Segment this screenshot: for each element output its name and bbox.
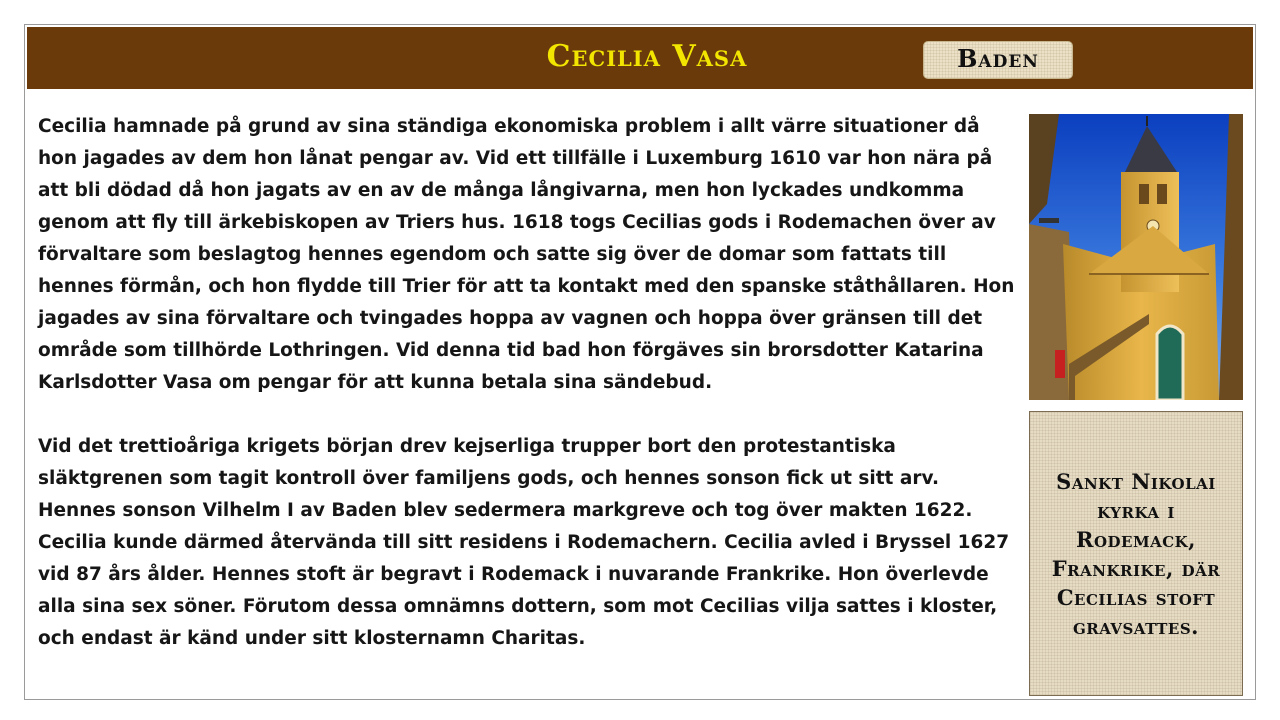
paragraph-2: Vid det trettioåriga krigets början drev kejserliga trupper bort den protestantiska släktgrenen som tagit kontroll över familjens gods, och hennes sonson fick ut sitt arv. Hennes sonson Vilhelm I av Baden blev sedermera markgreve och tog över makten 1622. Cecilia kunde därmed återvända till sitt residens i Rodemachern. Cecilia avled i Bryssel 1627 vid 87 års ålder. Hennes stoft är begravt i Rodemack i nuvarande Frankrike. Hon överlevde alla sina sex söner. Förutom dessa omnämns dottern, som mot Cecilias vilja sattes i kloster, och endast är känd under sitt klosternamn Charitas. (38, 436, 1010, 649)
caption-text: Sankt Nikolai kyrka i Rodemack, Frankrike, där Cecilias stoft gravsattes. (1051, 468, 1221, 639)
baden-badge[interactable]: Baden (923, 41, 1073, 79)
slide (24, 24, 1256, 700)
header-bar (27, 27, 1253, 89)
photo-caption (1029, 411, 1243, 696)
page-title: Cecilia Vasa (546, 39, 748, 74)
church-photo (1029, 114, 1243, 400)
paragraph-1: Cecilia hamnade på grund av sina ständiga ekonomiska problem i allt värre situationer då hon jagades av dem hon lånat pengar av. Vid ett tillfälle i Luxemburg 1610 var hon nära på att bli dödad då hon jagats av en av de många långivarna, men hon lyckades undkomma genom att fly till ärkebiskopen av Triers hus. 1618 togs Cecilias gods i Rodemachen över av förvaltare som beslagtog hennes egendom och satte sig över de domar som fattats till hennes förmån, och hon flydde till Trier för att ta kontakt med den spanske ståthållaren. Hon jagades av sina förvaltare och tvingades hoppa av vagnen och hoppa över gränsen till det område som tillhörde Lothringen. Vid denna tid bad hon förgäves sin brorsdotter Katarina Karlsdotter Vasa om pengar för att kunna betala sina sändebud. (38, 116, 1015, 393)
body-text (38, 111, 1020, 655)
